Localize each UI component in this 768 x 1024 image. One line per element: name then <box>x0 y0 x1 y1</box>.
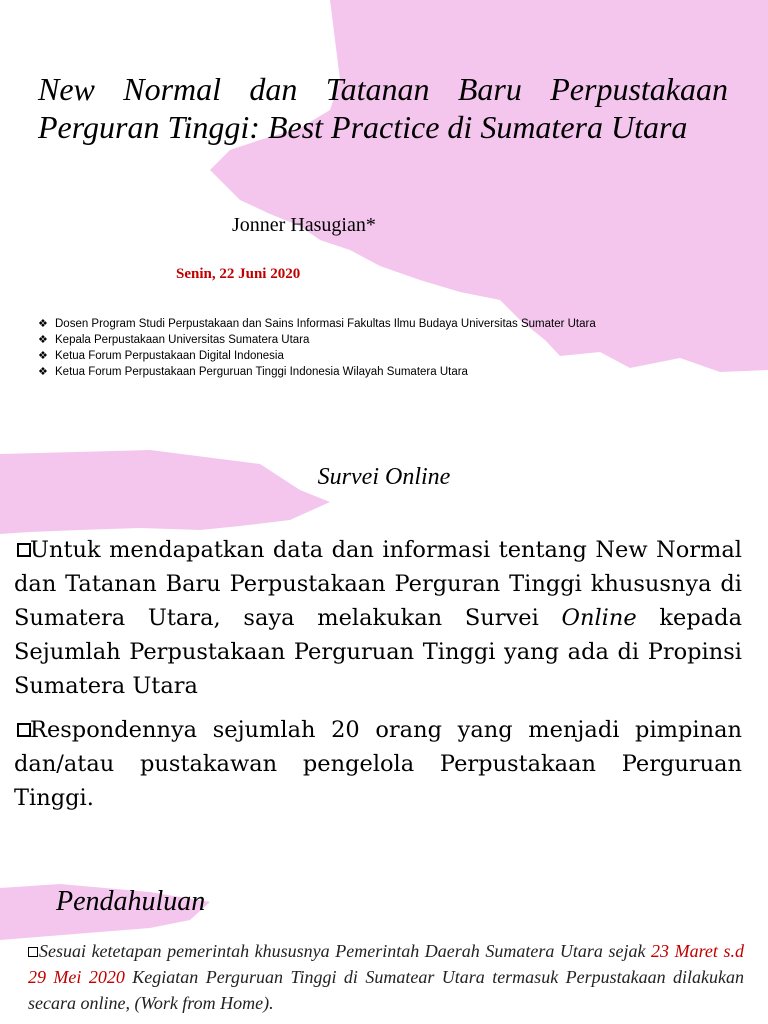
respondent-paragraph: Respondennya sejumlah 20 orang yang menjadi pimpinan dan/atau pustakawan pengelola Perpustakaan Perguruan Tinggi. <box>14 717 742 811</box>
presentation-date: Senin, 22 Juni 2020 <box>176 266 301 282</box>
slide-title <box>0 0 768 430</box>
checkbox-bullet-icon <box>17 723 31 737</box>
diamond-bullet-icon: ❖ <box>38 334 48 346</box>
affiliation-item: ❖ Ketua Forum Perpustakaan Perguruan Tinggi Indonesia Wilayah Sumatera Utara <box>38 366 468 378</box>
presentation-title: New Normal dan Tatanan Baru Perpustakaan Perguran Tinggi: Best Practice di Sumatera Utara <box>38 71 728 145</box>
slide-survei-online <box>0 430 768 862</box>
affiliation-item: ❖ Dosen Program Studi Perpustakaan dan Sains Informasi Fakultas Ilmu Budaya Universitas Sumater Utara <box>38 318 596 330</box>
intro-paragraph: Sesuai ketetapan pemerintah khususnya Pemerintah Daerah Sumatera Utara sejak 23 Maret s.d 29 Mei 2020 Kegiatan Perguruan Tinggi di Sumatear Utara termasuk Perpustakaan dilakukan secara online, (Work from Home). <box>28 941 745 1013</box>
checkbox-bullet-icon <box>28 947 38 957</box>
checkbox-bullet-icon <box>17 543 31 557</box>
diamond-bullet-icon: ❖ <box>38 366 48 378</box>
affiliation-list <box>38 316 638 380</box>
slide-title-text: Pendahuluan <box>56 886 206 917</box>
date-range-highlight: 23 Maret s.d 29 Mei 2020 <box>28 941 744 987</box>
affiliation-item: ❖ Kepala Perpustakaan Universitas Sumatera Utara <box>38 334 310 346</box>
author-name: Jonner Hasugian* <box>232 214 376 236</box>
slide-pendahuluan <box>0 862 768 1024</box>
diamond-bullet-icon: ❖ <box>38 350 48 362</box>
diamond-bullet-icon: ❖ <box>38 318 48 330</box>
survey-paragraph: Untuk mendapatkan data dan informasi tentang New Normal dan Tatanan Baru Perpustakaan Perguran Tinggi khususnya di Sumatera Utara, saya melakukan Survei Online kepada Sejumlah Perpustakaan Perguruan Tinggi yang ada di Propinsi Sumatera Utara <box>14 537 742 699</box>
slide-title-text: Survei Online <box>317 464 451 490</box>
affiliation-item: ❖ Ketua Forum Perpustakaan Digital Indonesia <box>38 350 284 362</box>
